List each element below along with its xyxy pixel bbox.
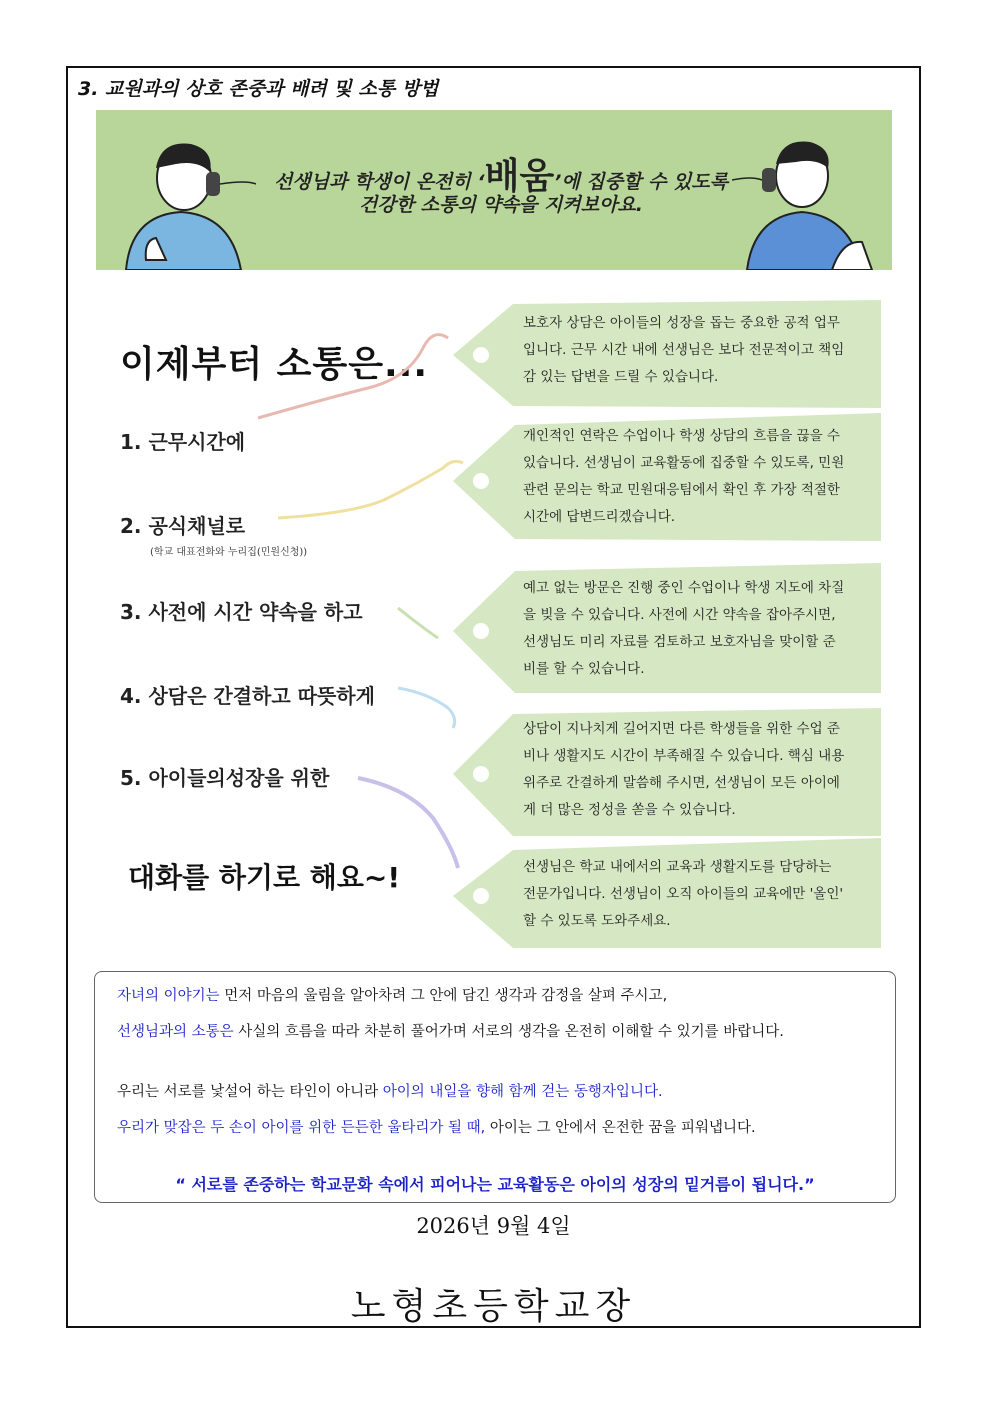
document-date: 2026년 9월 4일 — [416, 1214, 571, 1238]
tag-4 — [453, 708, 883, 838]
document-frame — [66, 66, 921, 1328]
step-1: 1. 근무시간에 — [120, 430, 246, 454]
tag-3 — [453, 563, 883, 695]
message-box — [94, 971, 896, 1203]
tag-2-text: 개인적인 연락은 수업이나 학생 상담의 흐름을 끊을 수 있습니다. 선생님이 교육활동에 집중할 수 있도록, 민원 관련 문의는 학교 민원대응팀에서 확인 후 가장 적절한 시간에 답변드리겠습니다. — [523, 428, 845, 525]
tag-4-text: 상담이 지나치게 길어지면 다른 학생들을 위한 수업 준 비나 생활지도 시간이 부족해질 수 있습니다. 핵심 내용 위주로 간결하게 말씀해 주시면, 선생님이 모든 아이에 게 더 많은 정성을 쏟을 수 있습니다. — [523, 721, 845, 818]
banner-line-2: 건강한 소통의 약속을 지켜보아요. — [358, 194, 644, 216]
person-left-illustration — [106, 120, 256, 270]
message-para-1: 자녀의 이야기는 먼저 마음의 울림을 알아차려 그 안에 담긴 생각과 감정을 살펴 주시고, — [117, 988, 668, 1004]
tag-2 — [453, 413, 883, 543]
message-para-2: 선생님과의 소통은 사실의 흐름을 따라 차분히 풀어가며 서로의 생각을 온전히 이해할 수 있기를 바랍니다. — [117, 1024, 784, 1040]
decorative-strings — [248, 308, 478, 928]
tag-3-text: 예고 없는 방문은 진행 중인 수업이나 학생 지도에 차질 을 빚을 수 있습니다. 사전에 시간 약속을 잡아주시면, 선생님도 미리 자료를 검토하고 보호자님을 맞이할 준 비를 할 수 있습니다. — [523, 580, 845, 677]
tag-5-text: 선생님은 학교 내에서의 교육과 생활지도를 담당하는 전문가입니다. 선생님이 오직 아이들의 교육에만 '올인' 할 수 있도록 도와주세요. — [523, 859, 844, 929]
step-2-sub: (학교 대표전화와 누리집(민원신청)) — [150, 547, 308, 558]
step-4: 4. 상담은 간결하고 따뜻하게 — [120, 684, 375, 708]
intro-heading: 이제부터 소통은... — [120, 344, 428, 385]
banner-line-1: 선생님과 학생이 온전히 ‘배움’에 집중할 수 있도록 — [273, 156, 729, 197]
banner — [96, 110, 892, 270]
tag-1 — [453, 300, 883, 410]
message-para-4: 우리가 맞잡은 두 손이 아이를 위한 든든한 울타리가 될 때, 아이는 그 안에서 온전한 꿈을 피워냅니다. — [117, 1120, 756, 1136]
school-principal-signature: 노형초등학교장 — [350, 1286, 637, 1327]
person-right-illustration — [732, 120, 882, 270]
banner-emphasis: 배움 — [484, 156, 555, 197]
tag-1-text: 보호자 상담은 아이들의 성장을 돕는 중요한 공적 업무 입니다. 근무 시간 내에 선생님은 보다 전문적이고 책임 감 있는 답변을 드릴 수 있습니다. — [523, 315, 845, 385]
closing-line: 대화를 하기로 해요~! — [128, 861, 401, 894]
message-para-3: 우리는 서로를 낯설어 하는 타인이 아니라 아이의 내일을 향해 함께 걷는 동행자입니다. — [117, 1084, 663, 1100]
message-quote: “ 서로를 존중하는 학교문화 속에서 피어나는 교육활동은 아이의 성장의 밑거름이 됩니다.” — [175, 1175, 815, 1194]
tag-5 — [453, 838, 883, 950]
step-3: 3. 사전에 시간 약속을 하고 — [120, 600, 363, 624]
step-5: 5. 아이들의성장을 위한 — [120, 766, 330, 790]
section-title: 3. 교원과의 상호 존중과 배려 및 소통 방법 — [78, 78, 439, 100]
step-2: 2. 공식채널로 — [120, 514, 246, 538]
